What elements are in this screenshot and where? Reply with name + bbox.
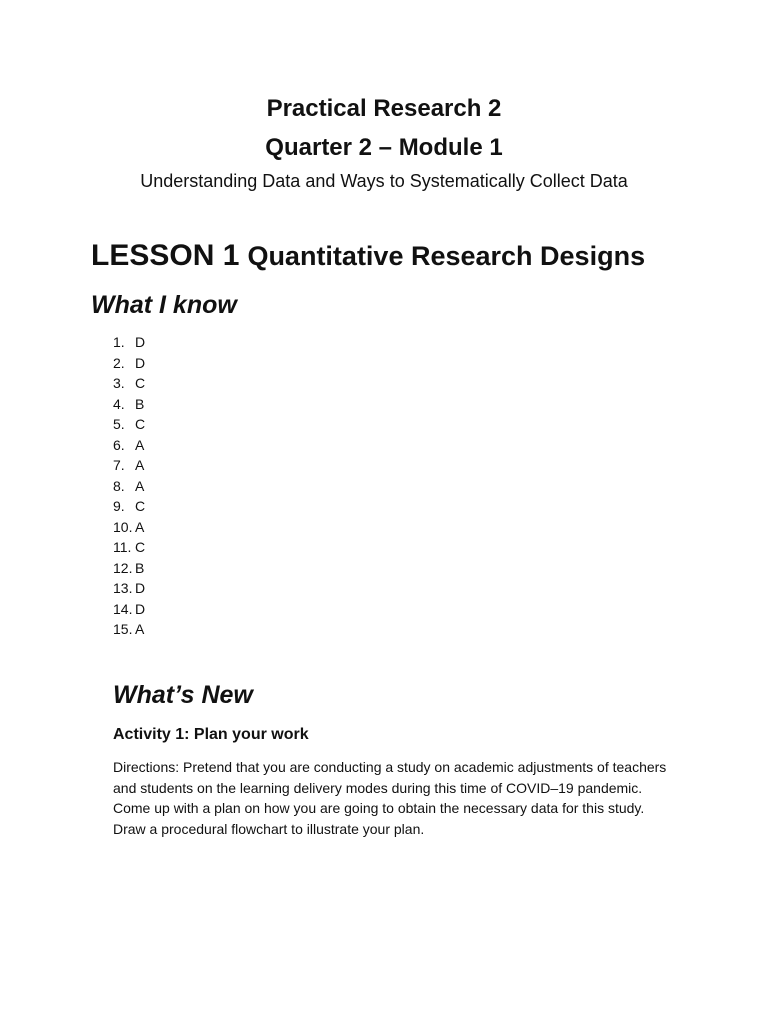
item-number: 4. [113,395,125,412]
activity-title: Activity 1: Plan your work [113,726,309,743]
item-answer: D [135,600,146,617]
item-answer: B [135,395,145,412]
item-number: 7. [113,457,125,473]
item-answer: A [135,621,145,637]
list-item [113,455,145,476]
list-item [113,517,145,538]
list-item [113,496,145,517]
list-item [113,435,145,456]
item-number: 1. [113,334,125,350]
item-answer: D [135,334,146,350]
item-number: 2. [113,354,125,371]
item-number: 15. [113,621,133,637]
activity-directions: Directions: Pretend that you are conducting a study on academic adjustments of teachers and students on the learning delivery modes during this time of COVID–19 pandemic. Come up with a plan on how you are going to obtain the necessary data for this study. Draw a procedural flowchart to illustrate your plan. [113,759,667,837]
list-item [113,353,145,374]
module-subtitle: Understanding Data and Ways to Systematically Collect Data [140,171,628,191]
list-item [113,599,145,620]
list-item [113,578,145,599]
item-answer: C [135,498,146,514]
item-number: 3. [113,375,125,391]
item-answer: D [135,580,146,596]
list-item [113,558,145,579]
item-answer: D [135,354,146,371]
what-i-know-heading: What I know [91,291,237,319]
item-answer: C [135,416,146,432]
item-number: 11. [113,539,132,555]
item-answer: C [135,375,146,391]
item-answer: C [135,539,146,555]
item-number: 14. [113,600,133,617]
item-number: 6. [113,436,125,453]
answer-list [113,332,145,640]
item-number: 9. [113,498,125,514]
whats-new-heading: What’s New [113,681,253,709]
item-answer: B [135,559,145,576]
item-number: 5. [113,416,125,432]
list-item [113,619,145,640]
item-number: 10. [113,518,133,535]
module-title: Practical Research 2 [266,95,502,122]
lesson-name: Quantitative Research Designs [247,241,646,271]
list-item [113,476,145,497]
item-answer: A [135,457,145,473]
item-number: 12. [113,559,133,576]
list-item [113,373,145,394]
item-number: 8. [113,477,125,494]
item-number: 13. [113,580,133,596]
list-item [113,332,145,353]
item-answer: A [135,436,145,453]
item-answer: A [135,518,145,535]
lesson-number: LESSON 1 [91,239,240,272]
list-item [113,537,145,558]
module-quarter-title: Quarter 2 – Module 1 [265,134,503,161]
list-item [113,414,145,435]
lesson-heading [91,238,645,274]
list-item [113,394,145,415]
item-answer: A [135,477,145,494]
